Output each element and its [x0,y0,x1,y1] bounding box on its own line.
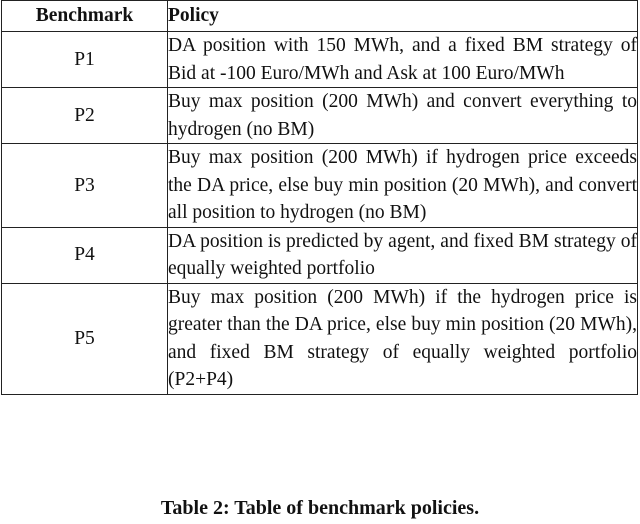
policy-cell: DA position with 150 MWh, and a fixed BM strategy of Bid at -100 Euro/MWh and Ask at 100 Euro/MWh [168,32,638,88]
policy-cell: Buy max position (200 MWh) if the hydrogen price is greater than the DA price, else buy min position (20 MWh), and fixed BM strategy of equally weighted portfolio (P2+P4) [168,283,638,394]
benchmark-table [1,0,638,395]
benchmark-cell: P3 [2,144,168,228]
header-policy: Policy [168,1,638,32]
table-caption: Table 2: Table of benchmark policies. [160,497,480,519]
benchmark-cell: P1 [2,32,168,88]
table-row [2,144,638,228]
header-benchmark: Benchmark [2,1,168,32]
policy-cell: DA position is predicted by agent, and fixed BM strategy of equally weighted portfolio [168,227,638,283]
table-row [2,283,638,394]
table-header-row [2,1,638,32]
benchmark-cell: P2 [2,88,168,144]
benchmark-cell: P5 [2,283,168,394]
table-row [2,227,638,283]
table-row [2,32,638,88]
policy-cell: Buy max position (200 MWh) and convert everything to hydrogen (no BM) [168,88,638,144]
benchmark-cell: P4 [2,227,168,283]
policy-cell: Buy max position (200 MWh) if hydrogen price exceeds the DA price, else buy min position (20 MWh), and convert all position to hydrogen (no BM) [168,144,638,228]
table-row [2,88,638,144]
